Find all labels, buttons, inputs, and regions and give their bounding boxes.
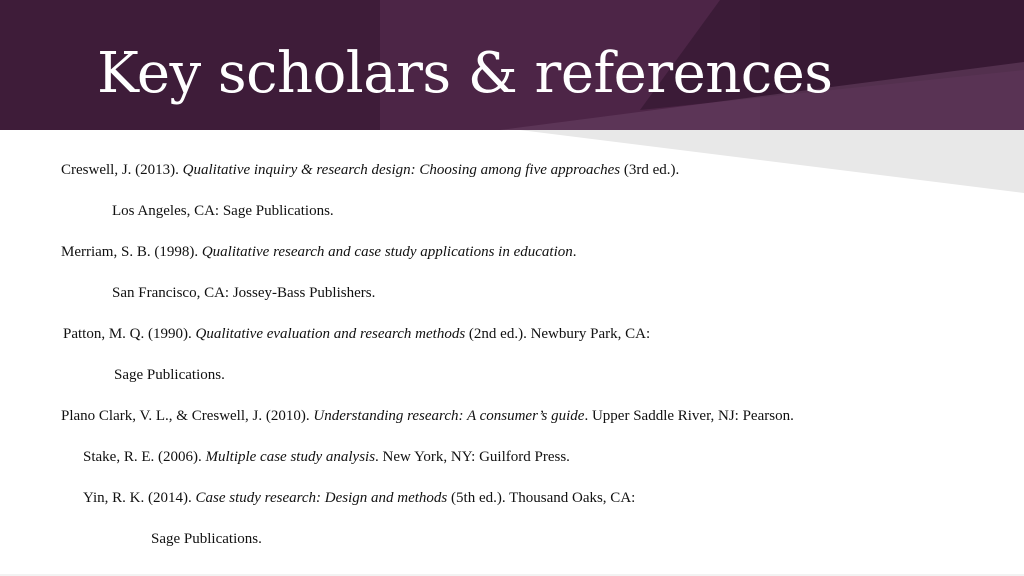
reference-3-authors: Patton, M. Q. (1990). — [63, 326, 196, 342]
reference-2-line-1 — [61, 242, 576, 262]
reference-6-line-1 — [83, 488, 635, 508]
reference-3-title: Qualitative evaluation and research methods — [195, 326, 466, 342]
reference-1-edition: (3rd ed.). — [620, 162, 680, 178]
reference-1-authors: Creswell, J. (2013). — [61, 162, 183, 178]
reference-4-publisher: . Upper Saddle River, NJ: Pearson. — [584, 408, 794, 424]
reference-2-authors: Merriam, S. B. (1998). — [61, 244, 202, 260]
reference-2-suffix: . — [572, 244, 577, 260]
reference-6-line-2 — [151, 529, 262, 549]
reference-4-line-1 — [61, 406, 794, 426]
reference-3-edition: (2nd ed.). Newbury Park, CA: — [465, 326, 651, 342]
reference-2-publisher: San Francisco, CA: Jossey-Bass Publishers. — [112, 285, 376, 301]
reference-2-line-2 — [112, 283, 375, 303]
reference-5-authors: Stake, R. E. (2006). — [83, 449, 206, 465]
reference-6-authors: Yin, R. K. (2014). — [83, 490, 196, 506]
reference-4-authors: Plano Clark, V. L., & Creswell, J. (2010). — [61, 408, 314, 424]
reference-1-title: Qualitative inquiry & research design: Choosing among five approaches — [182, 162, 621, 178]
reference-4-title: Understanding research: A consumer’s guide — [313, 408, 585, 424]
reference-6-edition: (5th ed.). Thousand Oaks, CA: — [447, 490, 636, 506]
slide-title: Key scholars & references — [97, 41, 833, 106]
reference-3-publisher: Sage Publications. — [114, 367, 225, 383]
reference-1-line-2 — [112, 201, 334, 221]
reference-5-publisher: . New York, NY: Guilford Press. — [375, 449, 570, 465]
reference-2-title: Qualitative research and case study applications in education — [201, 244, 573, 260]
reference-1-publisher: Los Angeles, CA: Sage Publications. — [112, 203, 334, 219]
reference-1-line-1 — [61, 160, 679, 180]
reference-3-line-2 — [114, 365, 225, 385]
reference-3-line-1 — [63, 324, 650, 344]
reference-6-title: Case study research: Design and methods — [195, 490, 448, 506]
reference-5-title: Multiple case study analysis — [205, 449, 376, 465]
reference-6-publisher: Sage Publications. — [151, 531, 262, 547]
reference-5-line-1 — [83, 447, 570, 467]
